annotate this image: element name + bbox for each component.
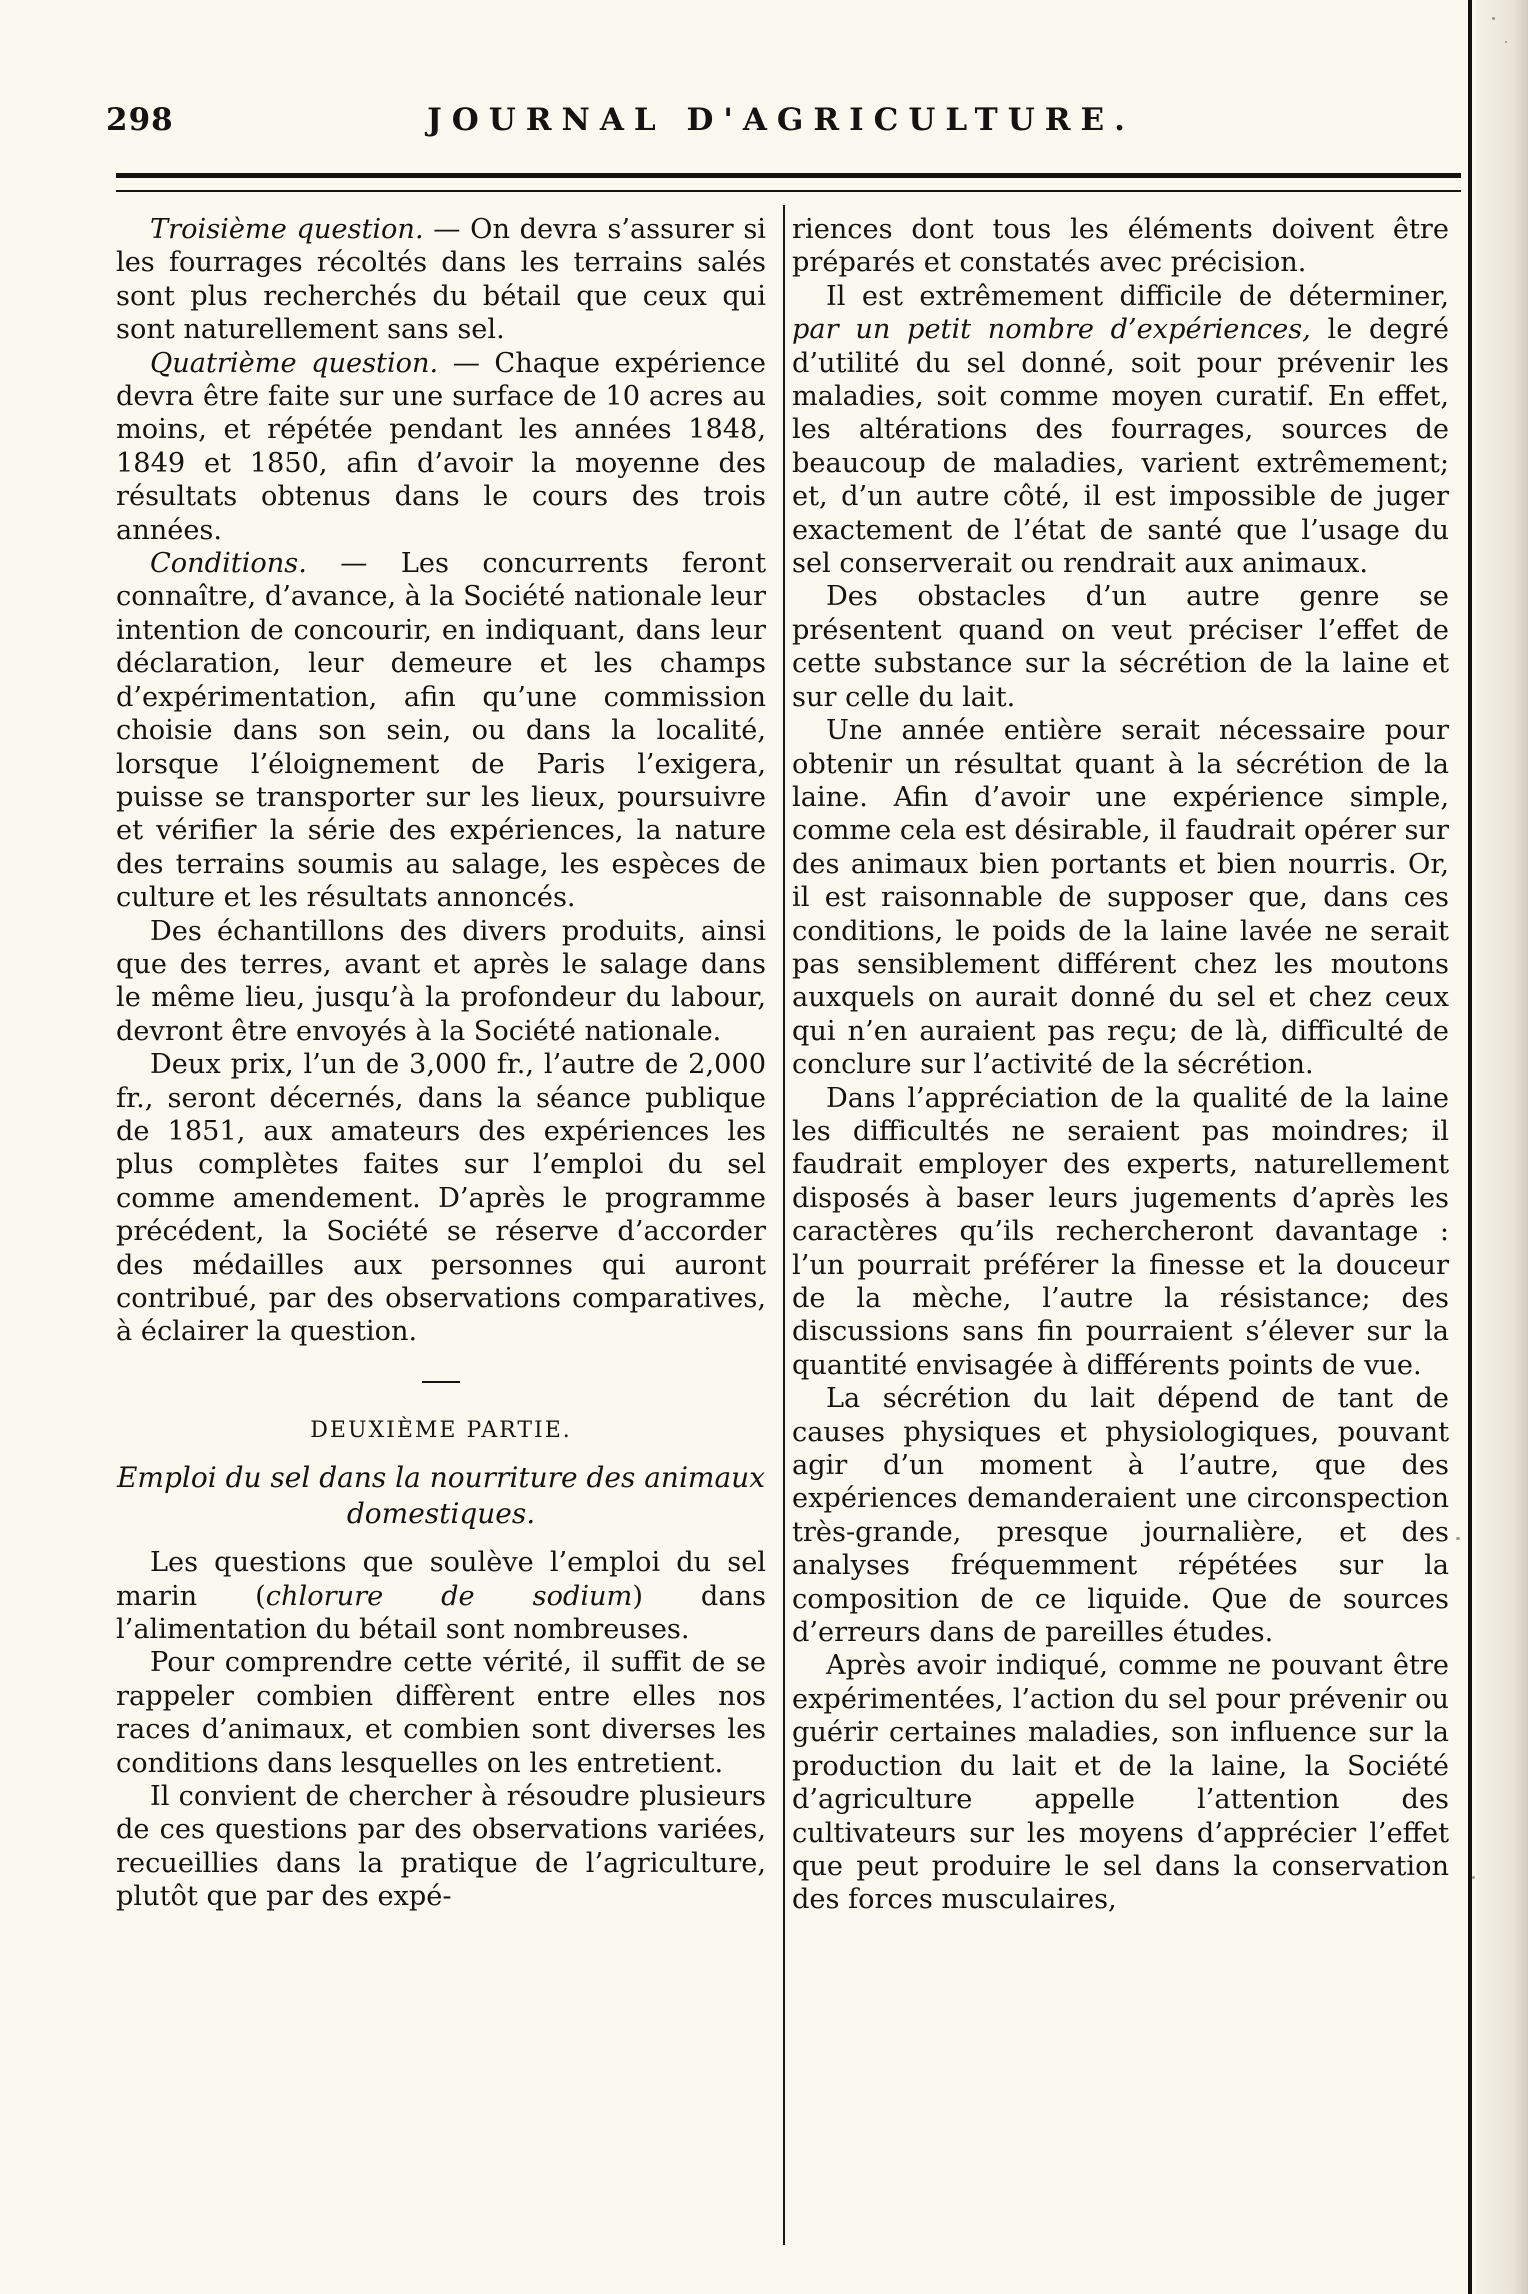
print-speck [1505, 41, 1507, 43]
difficulty-after: le degré d’utilité du sel donné, soit pour prévenir les maladies, soit comme moyen curatif. En effet, les altérations des fourrages, sources de beaucoup de maladies, varient extrêmement; et, d’un autre côté, il est impossible de juger exactement de l’état de santé que l’usage du sel conserverait ou rendrait aux animaux. [792, 314, 1449, 580]
sodium-chloride-term: chlorure de sodium [265, 1580, 633, 1612]
continued-paragraph: riences dont tous les éléments doivent être préparés et constatés avec précision. [792, 214, 1449, 279]
binding-line [1468, 0, 1472, 2294]
animal-races-paragraph: Pour comprendre cette vérité, il suffit de se rappeler combien diffèrent entre elles nos races d’animaux, et combien sont diverses les conditions dans lesquelles on les entretient. [116, 1647, 766, 1779]
section-title: Emploi du sel dans la nourriture des animaux domestiques. [116, 1461, 765, 1531]
conditions-label: Conditions. [150, 548, 307, 580]
conditions-text: — Les concurrents feront connaître, d’avance, à la Société nationale leur intention de concourir, en indiquant, dans leur déclaration, leur demeure et les champs d’expérimentation, afin qu’une commission choisie dans son sein, ou dans la localité, lorsque l’éloignement de Paris l’exigera, puisse se transporter sur les lieux, poursuivre et vérifier la série des expériences, la nature des terrains soumis au salage, les espèces de culture et les résultats annoncés. [116, 548, 766, 914]
page-number: 298 [106, 102, 174, 138]
fourth-question-paragraph [116, 347, 766, 547]
salt-questions-after: ) dans l’alimentation du bétail sont nombreuses. [116, 1580, 766, 1646]
salt-questions-paragraph [116, 1546, 766, 1646]
print-speck [1456, 1537, 1460, 1540]
print-speck [1472, 1876, 1475, 1879]
observations-paragraph: Il convient de chercher à résoudre plusieurs de ces questions par des observations variées, recueillies dans la pratique de l’agriculture, plutôt que par des expé- [116, 1781, 766, 1913]
prizes-paragraph: Deux prix, l’un de 3,000 fr., l’autre de 2,000 fr., seront décernés, dans la séance publique de 1851, aux amateurs des expériences les plus complètes faites sur l’emploi du sel comme amendement. D’après le programme précédent, la Société se réserve d’accorder des médailles aux personnes qui auront contribué, par des observations comparatives, à éclairer la question. [116, 1049, 766, 1348]
fourth-question-label: Quatrième question. [150, 347, 439, 379]
difficulty-before: Il est extrêmement difficile de déterminer, [826, 280, 1449, 312]
journal-title: JOURNAL D'AGRICULTURE. [427, 102, 1135, 138]
small-number-phrase: par un petit nombre d’expériences, [792, 314, 1311, 346]
society-call-paragraph: Après avoir indiqué, comme ne pouvant être expérimentées, l’action du sel pour prévenir ou guérir certaines maladies, son influence sur la production du lait et de la laine, la Société d’agriculture appelle l’attention des cultivateurs sur les moyens d’apprécier l’effet que peut produire le sel dans la conservation des forces musculaires, [792, 1650, 1449, 1916]
milk-secretion-paragraph: La sécrétion du lait dépend de tant de causes physiques et physiologiques, pouvant agir d’un moment à l’autre, que des expériences demanderaient une circonspection très-grande, presque journalière, et des analyses fréquemment répétées sur la composition de ce liquide. Que de sources d’erreurs dans de pareilles études. [792, 1383, 1449, 1649]
column-divider [783, 205, 785, 2245]
difficulty-paragraph [792, 280, 1449, 581]
part-heading: DEUXIÈME PARTIE. [310, 1417, 572, 1443]
third-question-text: — On devra s’assurer si les fourrages récoltés dans les terrains salés sont plus recherchés du bétail que ceux qui sont naturellement sans sel. [116, 214, 766, 346]
print-speck [1492, 17, 1495, 20]
salt-questions-before: Les questions que soulève l’emploi du sel marin ( [116, 1547, 766, 1612]
conditions-paragraph [116, 547, 766, 914]
third-question-paragraph [116, 213, 766, 347]
fourth-question-text: — Chaque expérience devra être faite sur une surface de 10 acres au moins, et répétée pendant les années 1848, 1849 et 1850, afin d’avoir la moyenne des résultats obtenus dans le cours des trois années. [116, 347, 766, 546]
left-column [116, 213, 766, 2243]
wool-secretion-paragraph: Une année entière serait nécessaire pour obtenir un résultat quant à la sécrétion de la laine. Afin d’avoir une expérience simple, comme cela est désirable, il faudrait opérer sur des animaux bien portants et bien nourris. Or, il est raisonnable de supposer que, dans ces conditions, le poids de la laine lavée ne serait pas sensiblement différent chez les moutons auxquels on aurait donné du sel et chez ceux qui n’en auraient pas reçu; de là, difficulté de conclure sur l’activité de la sécrétion. [792, 715, 1449, 1081]
header-double-rule [116, 173, 1461, 192]
section-separator [422, 1381, 460, 1383]
third-question-label: Troisième question. [150, 214, 424, 245]
obstacles-paragraph: Des obstacles d’un autre genre se présentent quand on veut préciser l’effet de cette substance sur la sécrétion de la laine et sur celle du lait. [792, 581, 1449, 713]
right-column [792, 213, 1449, 2243]
running-head [106, 98, 1456, 142]
wool-quality-paragraph: Dans l’appréciation de la qualité de la laine les difficultés ne seraient pas moindres; il faudrait employer des experts, naturellement disposés à baser leurs jugements d’après les caractères qu’ils rechercheront davantage : l’un pourrait préférer la finesse et la douceur de la mèche, l’autre la résistance; des discussions sans fin pourraient s’élever sur la quantité envisagée à différents points de vue. [792, 1082, 1449, 1381]
page-edge [1476, 0, 1528, 2294]
samples-paragraph: Des échantillons des divers produits, ainsi que des terres, avant et après le salage dans le même lieu, jusqu’à la profondeur du labour, devront être envoyés à la Société nationale. [116, 915, 766, 1047]
